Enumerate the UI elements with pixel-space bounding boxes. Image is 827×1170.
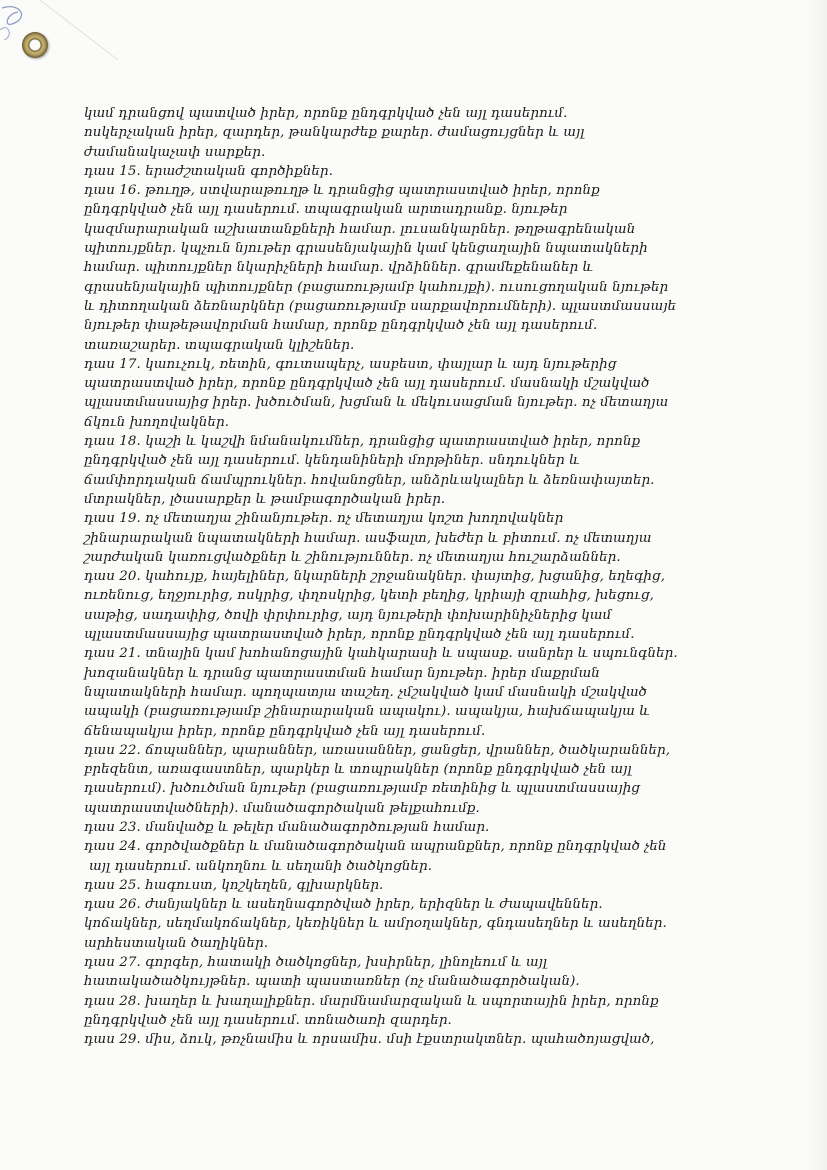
- document-text-line: նպատակների համար. պողպատյա տաշեղ. չմշակված կամ մասնակի մշակված: [84, 684, 647, 700]
- document-text-line: սաթից, սադափից, ծովի փրփուրից, այդ նյութերի փոխարինիչներից կամ: [84, 607, 612, 623]
- document-text-line: տառաշարեր. տպագրական կլիշեներ.: [84, 337, 355, 353]
- document-text-line: պատրաստված իրեր, որոնք ընդգրկված չեն այլ դասերում. մասնակի մշակված: [84, 376, 650, 392]
- document-text-line: դաս 25. հագուստ, կոշկեղեն, գլխարկներ.: [84, 877, 384, 893]
- document-text-line: ճենապակյա իրեր, որոնք ընդգրկված չեն այլ դասերում.: [84, 723, 486, 739]
- document-text-line: պիտույքներ. կպչուն նյութեր գրասենյակային կամ կենցաղային նպատակների: [84, 241, 648, 257]
- document-text-line: կոճակներ, սեղմակոճակներ, կեռիկներ և ամրօղակներ, գնդասեղներ և ասեղներ.: [84, 916, 667, 932]
- document-text-line: կամ դրանցով պատված իրեր, որոնք ընդգրկված չեն այլ դասերում.: [84, 106, 568, 121]
- document-text-line: ուռենուց, եղջյուրից, ոսկրից, փղոսկրից, կետի բեղից, կրիայի զրահից, խեցուց,: [84, 588, 655, 604]
- document-text-line: ապակի (բացառությամբ շինարարական ապակու). ապակյա, հախճապակյա և: [84, 704, 650, 720]
- document-text-line: նյութեր փաթեթավորման համար, որոնք ընդգրկված չեն այլ դասերում.: [84, 318, 598, 334]
- document-text-line: դաս 16. թուղթ, ստվարաթուղթ և դրանցից պատրաստված իրեր, որոնք: [84, 183, 600, 199]
- document-text-line: պատրաստվածների). մանածագործական թելքահումք.: [84, 800, 480, 816]
- document-text-line: պլաստմասսայից իրեր. խծուծման, խցման և մեկուսացման նյութեր. ոչ մետաղյա: [84, 395, 669, 411]
- document-text-line: շինարարական նպատակների համար. ասֆալտ, խեժեր և բիտում. ոչ մետաղյա: [84, 530, 652, 546]
- page-edge-shadow: [805, 0, 827, 1170]
- document-text-line: պլաստմասսայից պատրաստված իրեր, որոնք ընդգրկված չեն այլ դասերում.: [84, 627, 635, 643]
- document-text-line: մտրակներ, լծասարքեր և թամբագործական իրեր.: [84, 491, 446, 507]
- document-text-line: արհեստական ծաղիկներ.: [84, 935, 269, 951]
- document-text-line: դաս 20. կահույք, հայելիներ, նկարների շրջանակներ. փայտից, խցանից, եղեգից,: [84, 569, 666, 585]
- document-text-line: այլ դասերում. անկողնու և սեղանի ծածկոցներ.: [89, 858, 433, 874]
- document-text-line: և դիտողական ձեռնարկներ (բացառությամբ սարքավորումների). պլաստմասսայե: [84, 298, 677, 314]
- document-text-line: ճամփորդական ճամպրուկներ. հովանոցներ, անձրևակալներ և ձեռնափայտեր.: [84, 472, 655, 488]
- document-text-line: դաս 21. տնային կամ խոհանոցային կահկարասի և սպասք. սանրեր և սպունգներ.: [84, 646, 678, 662]
- document-text-line: ընդգրկված չեն այլ դասերում. տպագրական արտադրանք. նյութեր: [84, 202, 568, 218]
- document-text-line: ճկուն խողովակներ.: [84, 414, 230, 430]
- document-text-line: դաս 28. խաղեր և խաղալիքներ. մարմնամարզական և սպորտային իրեր, որոնք: [84, 993, 659, 1009]
- document-text-line: դաս 27. գորգեր, հատակի ծածկոցներ, խսիրներ, լինոլեում և այլ: [84, 955, 548, 971]
- document-text-line: դաս 18. կաշի և կաշվի նմանակումներ, դրանցից պատրաստված իրեր, որոնք: [84, 434, 641, 450]
- document-text-line: դաս 22. ճոպաններ, պարաններ, առասաններ, ցանցեր, վրաններ, ծածկարաններ,: [84, 742, 671, 758]
- document-text-line: դաս 19. ոչ մետաղյա շինանյութեր. ոչ մետաղյա կոշտ խողովակներ: [84, 511, 564, 527]
- document-text-line: դասերում). խծուծման նյութեր (բացառությամբ ռետինից և պլաստմասսայից: [84, 781, 640, 797]
- document-text-line: ժամանակաչափ սարքեր.: [84, 144, 266, 160]
- document-body-text: [84, 104, 774, 1050]
- document-text-line: խոզանակներ և դրանց պատրաստման համար նյութեր. իրեր մաքրման: [84, 665, 600, 681]
- document-text-line: դաս 17. կաուչուկ, ռետին, գուտապերչ, ասբեստ, փայլար և այդ նյութերից: [84, 356, 617, 372]
- document-text-line: դաս 26. ժանյակներ և ասեղնագործված իրեր, երիզներ և ժապավեններ.: [84, 897, 603, 913]
- document-text-line: դաս 24. գործվածքներ և մանածագործական ապրանքներ, որոնք ընդգրկված չեն: [84, 839, 667, 855]
- document-text-line: կազմարարական աշխատանքների համար. լուսանկարներ. թղթագրենական: [84, 221, 636, 237]
- document-text-line: շարժական կառուցվածքներ և շինություններ. ոչ մետաղյա հուշարձաններ.: [84, 549, 621, 565]
- document-text-line: հատակածածկույթներ. պատի պաստառներ (ոչ մանածագործական).: [84, 974, 580, 990]
- binder-grommet-icon: [22, 32, 48, 58]
- document-text-line: համար. պիտույքներ նկարիչների համար. վրձիններ. գրամեքենաներ և: [84, 260, 594, 276]
- document-text-line: ոսկերչական իրեր, զարդեր, թանկարժեք քարեր. ժամացույցներ և այլ: [84, 125, 585, 141]
- document-text-line: ընդգրկված չեն այլ դասերում. կենդանիների մորթիներ. սնդուկներ և: [84, 453, 580, 469]
- document-text-line: բրեզենտ, առագաստներ, պարկեր և տոպրակներ (որոնք ընդգրկված չեն այլ: [84, 762, 632, 778]
- document-text-line: ընդգրկված չեն այլ դասերում. տոնածառի զարդեր.: [84, 1012, 452, 1028]
- document-text-line: գրասենյակային պիտույքներ (բացառությամբ կահույքի). ուսուցողական նյութեր: [84, 279, 669, 295]
- document-text-line: դաս 15. երաժշտական գործիքներ.: [84, 163, 333, 179]
- document-text-line: դաս 23. մանվածք և թելեր մանածագործության համար.: [84, 819, 490, 835]
- corner-flourish-icon: [0, 0, 120, 70]
- document-text-line: դաս 29. միս, ձուկ, թռչնամիս և որսամիս. մսի էքստրակտներ. պահածոյացված,: [84, 1032, 655, 1048]
